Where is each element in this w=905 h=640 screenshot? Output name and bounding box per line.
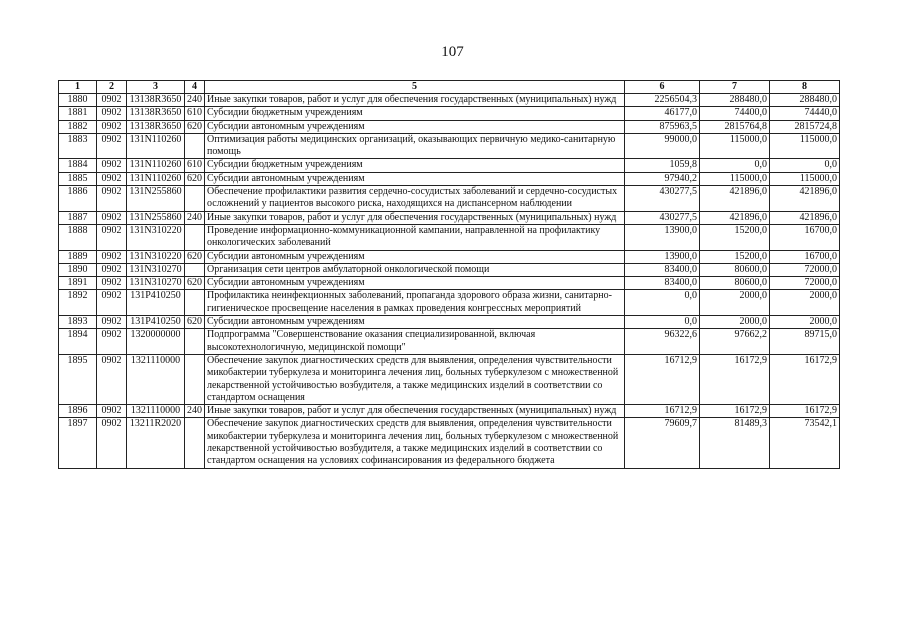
amount-col8-cell: 16700,0: [770, 224, 840, 250]
expense-type-cell: 620: [185, 172, 205, 185]
header-cell: 3: [127, 81, 185, 94]
table-row: [59, 405, 840, 418]
amount-col6-cell: 2256504,3: [625, 94, 700, 107]
row-number-cell: 1888: [59, 224, 97, 250]
amount-col8-cell: 115000,0: [770, 172, 840, 185]
table-row: [59, 290, 840, 316]
amount-col6-cell: 430277,5: [625, 186, 700, 212]
target-article-cell: 1321110000: [127, 354, 185, 404]
amount-col8-cell: 16172,9: [770, 405, 840, 418]
expense-type-cell: [185, 418, 205, 468]
section-code-cell: 0902: [97, 277, 127, 290]
target-article-cell: 131N310220: [127, 224, 185, 250]
amount-col8-cell: 288480,0: [770, 94, 840, 107]
row-number-cell: 1880: [59, 94, 97, 107]
amount-col8-cell: 421896,0: [770, 186, 840, 212]
row-number-cell: 1883: [59, 133, 97, 159]
table-row: [59, 107, 840, 120]
target-article-cell: 131N310270: [127, 263, 185, 276]
amount-col7-cell: 2815764,8: [700, 120, 770, 133]
header-cell: 8: [770, 81, 840, 94]
header-cell: 6: [625, 81, 700, 94]
section-code-cell: 0902: [97, 211, 127, 224]
description-cell: Профилактика неинфекционных заболеваний, пропаганда здорового образа жизни, санитарно-гигиеническое просвещение населения в рамках проведения конгрессных мероприятий: [205, 290, 625, 316]
header-cell: 2: [97, 81, 127, 94]
amount-col8-cell: 72000,0: [770, 263, 840, 276]
description-cell: Иные закупки товаров, работ и услуг для обеспечения государственных (муниципальных) нужд: [205, 211, 625, 224]
amount-col7-cell: 74400,0: [700, 107, 770, 120]
amount-col7-cell: 80600,0: [700, 263, 770, 276]
table-row: [59, 224, 840, 250]
table-body: [59, 94, 840, 469]
budget-table: [58, 80, 840, 469]
section-code-cell: 0902: [97, 133, 127, 159]
amount-col7-cell: 15200,0: [700, 224, 770, 250]
amount-col6-cell: 0,0: [625, 316, 700, 329]
description-cell: Иные закупки товаров, работ и услуг для обеспечения государственных (муниципальных) нужд: [205, 94, 625, 107]
amount-col6-cell: 13900,0: [625, 250, 700, 263]
target-article-cell: 131P410250: [127, 316, 185, 329]
amount-col7-cell: 2000,0: [700, 316, 770, 329]
target-article-cell: 13138R3650: [127, 120, 185, 133]
header-cell: 7: [700, 81, 770, 94]
row-number-cell: 1886: [59, 186, 97, 212]
expense-type-cell: 610: [185, 159, 205, 172]
table-row: [59, 120, 840, 133]
expense-type-cell: 620: [185, 120, 205, 133]
amount-col6-cell: 97940,2: [625, 172, 700, 185]
description-cell: Субсидии автономным учреждениям: [205, 316, 625, 329]
amount-col8-cell: 2000,0: [770, 290, 840, 316]
amount-col7-cell: 115000,0: [700, 133, 770, 159]
section-code-cell: 0902: [97, 120, 127, 133]
description-cell: Субсидии автономным учреждениям: [205, 277, 625, 290]
amount-col8-cell: 89715,0: [770, 329, 840, 355]
expense-type-cell: 620: [185, 316, 205, 329]
amount-col7-cell: 16172,9: [700, 354, 770, 404]
section-code-cell: 0902: [97, 94, 127, 107]
amount-col7-cell: 421896,0: [700, 186, 770, 212]
amount-col7-cell: 288480,0: [700, 94, 770, 107]
expense-type-cell: 620: [185, 277, 205, 290]
section-code-cell: 0902: [97, 186, 127, 212]
amount-col6-cell: 96322,6: [625, 329, 700, 355]
section-code-cell: 0902: [97, 250, 127, 263]
table-row: [59, 329, 840, 355]
expense-type-cell: 240: [185, 405, 205, 418]
amount-col6-cell: 83400,0: [625, 263, 700, 276]
target-article-cell: 131P410250: [127, 290, 185, 316]
section-code-cell: 0902: [97, 107, 127, 120]
amount-col6-cell: 875963,5: [625, 120, 700, 133]
table-row: [59, 211, 840, 224]
amount-col6-cell: 16712,9: [625, 405, 700, 418]
row-number-cell: 1897: [59, 418, 97, 468]
target-article-cell: 13211R2020: [127, 418, 185, 468]
amount-col7-cell: 421896,0: [700, 211, 770, 224]
header-cell: 1: [59, 81, 97, 94]
section-code-cell: 0902: [97, 418, 127, 468]
target-article-cell: 1321110000: [127, 405, 185, 418]
expense-type-cell: [185, 290, 205, 316]
expense-type-cell: 240: [185, 94, 205, 107]
description-cell: Проведение информационно-коммуникационной кампании, направленной на профилактику онкологических заболеваний: [205, 224, 625, 250]
section-code-cell: 0902: [97, 354, 127, 404]
expense-type-cell: [185, 224, 205, 250]
target-article-cell: 131N255860: [127, 211, 185, 224]
row-number-cell: 1890: [59, 263, 97, 276]
expense-type-cell: 620: [185, 250, 205, 263]
amount-col6-cell: 13900,0: [625, 224, 700, 250]
table-row: [59, 418, 840, 468]
table-row: [59, 277, 840, 290]
header-cell: 5: [205, 81, 625, 94]
amount-col6-cell: 46177,0: [625, 107, 700, 120]
amount-col8-cell: 74440,0: [770, 107, 840, 120]
description-cell: Иные закупки товаров, работ и услуг для обеспечения государственных (муниципальных) нужд: [205, 405, 625, 418]
section-code-cell: 0902: [97, 159, 127, 172]
table-row: [59, 172, 840, 185]
description-cell: Обеспечение закупок диагностических средств для выявления, определения чувствительности микобактерии туберкулеза и мониторинга лечения лиц, больных туберкулезом с множественной лекарственной устойчивостью возбудителя, а также медицинских изделий в соответствии со стандартом оснащения: [205, 354, 625, 404]
amount-col8-cell: 2815724,8: [770, 120, 840, 133]
target-article-cell: 131N110260: [127, 159, 185, 172]
description-cell: Субсидии автономным учреждениям: [205, 172, 625, 185]
amount-col8-cell: 73542,1: [770, 418, 840, 468]
amount-col6-cell: 79609,7: [625, 418, 700, 468]
table-row: [59, 250, 840, 263]
amount-col6-cell: 1059,8: [625, 159, 700, 172]
target-article-cell: 131N110260: [127, 133, 185, 159]
row-number-cell: 1891: [59, 277, 97, 290]
row-number-cell: 1893: [59, 316, 97, 329]
expense-type-cell: [185, 186, 205, 212]
amount-col7-cell: 2000,0: [700, 290, 770, 316]
description-cell: Обеспечение закупок диагностических средств для выявления, определения чувствительности микобактерии туберкулеза и мониторинга лечения лиц, больных туберкулезом с множественной лекарственной устойчивостью возбудителя, а также медицинских изделий в соответствии со стандартом оснащения на условиях софинансирования из федерального бюджета: [205, 418, 625, 468]
row-number-cell: 1895: [59, 354, 97, 404]
description-cell: Подпрограмма "Совершенствование оказания специализированной, включая высокотехнологичную, медицинской помощи": [205, 329, 625, 355]
amount-col7-cell: 115000,0: [700, 172, 770, 185]
amount-col6-cell: 430277,5: [625, 211, 700, 224]
amount-col7-cell: 16172,9: [700, 405, 770, 418]
amount-col6-cell: 99000,0: [625, 133, 700, 159]
expense-type-cell: [185, 263, 205, 276]
expense-type-cell: 610: [185, 107, 205, 120]
section-code-cell: 0902: [97, 263, 127, 276]
amount-col8-cell: 421896,0: [770, 211, 840, 224]
target-article-cell: 13138R3650: [127, 107, 185, 120]
row-number-cell: 1885: [59, 172, 97, 185]
amount-col8-cell: 115000,0: [770, 133, 840, 159]
section-code-cell: 0902: [97, 290, 127, 316]
expense-type-cell: [185, 133, 205, 159]
section-code-cell: 0902: [97, 316, 127, 329]
amount-col7-cell: 0,0: [700, 159, 770, 172]
row-number-cell: 1884: [59, 159, 97, 172]
target-article-cell: 131N310220: [127, 250, 185, 263]
target-article-cell: 131N110260: [127, 172, 185, 185]
amount-col8-cell: 0,0: [770, 159, 840, 172]
amount-col7-cell: 80600,0: [700, 277, 770, 290]
expense-type-cell: [185, 329, 205, 355]
target-article-cell: 13138R3650: [127, 94, 185, 107]
section-code-cell: 0902: [97, 172, 127, 185]
target-article-cell: 1320000000: [127, 329, 185, 355]
table-row: [59, 186, 840, 212]
table-row: [59, 133, 840, 159]
row-number-cell: 1889: [59, 250, 97, 263]
table-row: [59, 354, 840, 404]
amount-col6-cell: 16712,9: [625, 354, 700, 404]
header-row: [59, 81, 840, 94]
table-row: [59, 316, 840, 329]
page-number: 107: [441, 44, 464, 60]
row-number-cell: 1881: [59, 107, 97, 120]
row-number-cell: 1894: [59, 329, 97, 355]
amount-col6-cell: 83400,0: [625, 277, 700, 290]
header-cell: 4: [185, 81, 205, 94]
section-code-cell: 0902: [97, 405, 127, 418]
target-article-cell: 131N310270: [127, 277, 185, 290]
description-cell: Субсидии автономным учреждениям: [205, 120, 625, 133]
amount-col7-cell: 81489,3: [700, 418, 770, 468]
table-row: [59, 94, 840, 107]
table-row: [59, 263, 840, 276]
amount-col7-cell: 97662,2: [700, 329, 770, 355]
section-code-cell: 0902: [97, 329, 127, 355]
description-cell: Субсидии бюджетным учреждениям: [205, 107, 625, 120]
row-number-cell: 1892: [59, 290, 97, 316]
amount-col8-cell: 16172,9: [770, 354, 840, 404]
section-code-cell: 0902: [97, 224, 127, 250]
expense-type-cell: [185, 354, 205, 404]
row-number-cell: 1882: [59, 120, 97, 133]
amount-col6-cell: 0,0: [625, 290, 700, 316]
amount-col8-cell: 16700,0: [770, 250, 840, 263]
description-cell: Субсидии автономным учреждениям: [205, 250, 625, 263]
description-cell: Организация сети центров амбулаторной онкологической помощи: [205, 263, 625, 276]
row-number-cell: 1887: [59, 211, 97, 224]
amount-col8-cell: 72000,0: [770, 277, 840, 290]
expense-type-cell: 240: [185, 211, 205, 224]
description-cell: Оптимизация работы медицинских организаций, оказывающих первичную медико-санитарную помощь: [205, 133, 625, 159]
description-cell: Обеспечение профилактики развития сердечно-сосудистых заболеваний и сердечно-сосудистых осложнений у пациентов высокого риска, находящихся на диспансерном наблюдении: [205, 186, 625, 212]
description-cell: Субсидии бюджетным учреждениям: [205, 159, 625, 172]
table-row: [59, 159, 840, 172]
amount-col7-cell: 15200,0: [700, 250, 770, 263]
amount-col8-cell: 2000,0: [770, 316, 840, 329]
row-number-cell: 1896: [59, 405, 97, 418]
target-article-cell: 131N255860: [127, 186, 185, 212]
